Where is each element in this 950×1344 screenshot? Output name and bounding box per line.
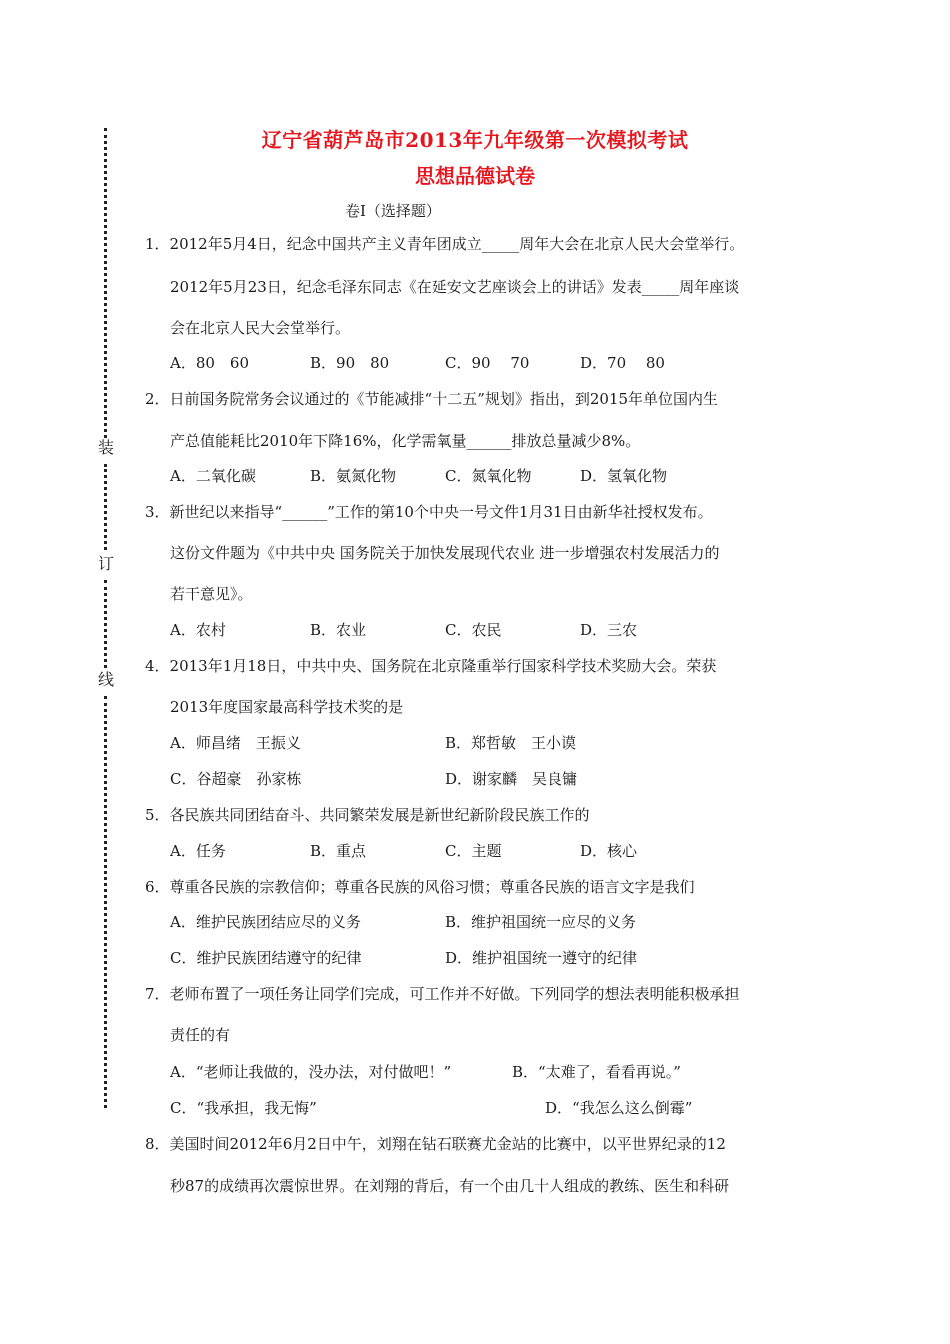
question-7-option-a: A．“老师让我做的，没办法，对付做吧！” <box>170 1063 452 1081</box>
binding-dotted-line-mid1 <box>104 464 107 550</box>
binding-dotted-line-bottom <box>104 696 107 1108</box>
question-6-option-c: C．维护民族团结遵守的纪律 <box>170 949 362 967</box>
question-6-option-d: D．维护祖国统一遵守的纪律 <box>445 949 638 967</box>
question-6-line-1: 6．尊重各民族的宗教信仰；尊重各民族的风俗习惯；尊重各民族的语言文字是我们 <box>145 878 695 896</box>
question-5-option-d: D．核心 <box>580 842 638 860</box>
binding-label-ding: 订 <box>97 554 114 573</box>
question-6-option-b: B．维护祖国统一应尽的义务 <box>445 913 637 931</box>
section-heading: 卷Ⅰ（选择题） <box>345 202 441 220</box>
question-4-option-c: C．谷超豪 孙家栋 <box>170 770 302 788</box>
question-4-line-1: 4．2013年1月18日，中共中央、国务院在北京隆重举行国家科学技术奖励大会。荣获 <box>145 657 717 675</box>
question-2-option-a: A．二氧化碳 <box>170 467 256 485</box>
question-1-option-a: A．80 60 <box>170 354 250 372</box>
question-3-option-a: A．农村 <box>170 621 226 639</box>
question-4-line-2: 2013年度国家最高科学技术奖的是 <box>170 698 404 716</box>
question-7-line-2: 责任的有 <box>170 1026 231 1044</box>
question-7-line-1: 7．老师布置了一项任务让同学们完成，可工作并不好做。下列同学的想法表明能积极承担 <box>145 985 740 1003</box>
question-5-option-a: A．任务 <box>170 842 226 860</box>
question-3-line-3: 若干意见》。 <box>170 585 253 603</box>
question-5-option-c: C．主题 <box>445 842 502 860</box>
binding-margin <box>96 128 116 1108</box>
question-3-line-1: 3．新世纪以来指导“______”工作的第10个中央一号文件1月31日由新华社授权发布。 <box>145 503 713 521</box>
question-1-line-3: 会在北京人民大会堂举行。 <box>170 319 351 337</box>
question-8-line-2: 秒87的成绩再次震惊世界。在刘翔的背后，有一个由几十人组成的教练、医生和科研 <box>170 1177 730 1195</box>
question-2-option-c: C．氮氧化物 <box>445 467 532 485</box>
question-1-option-d: D．70 80 <box>580 354 665 372</box>
question-6-option-a: A．维护民族团结应尽的义务 <box>170 913 361 931</box>
question-5-option-b: B．重点 <box>310 842 367 860</box>
question-7-option-c: C．“我承担，我无悔” <box>170 1099 317 1117</box>
question-1-line-1: 1．2012年5月4日，纪念中国共产主义青年团成立_____周年大会在北京人民大会堂举行。 <box>145 235 745 253</box>
question-8-line-1: 8．美国时间2012年6月2日中午，刘翔在钻石联赛尤金站的比赛中，以平世界纪录的12 <box>145 1135 726 1153</box>
question-4-option-a: A．师昌绪 王振义 <box>170 734 301 752</box>
question-4-option-b: B．郑哲敏 王小谟 <box>445 734 577 752</box>
question-2-option-d: D．氢氧化物 <box>580 467 668 485</box>
question-4-option-d: D．谢家麟 吴良镛 <box>445 770 578 788</box>
question-1-option-c: C．90 70 <box>445 354 530 372</box>
binding-label-zhuang: 装 <box>97 438 114 457</box>
question-5-line-1: 5．各民族共同团结奋斗、共同繁荣发展是新世纪新阶段民族工作的 <box>145 806 590 824</box>
question-1-line-2: 2012年5月23日，纪念毛泽东同志《在延安文艺座谈会上的讲话》发表_____周年座谈 <box>170 278 740 296</box>
question-2-option-b: B．氨氮化物 <box>310 467 397 485</box>
question-2-line-2: 产总值能耗比2010年下降16%，化学需氧量______排放总量减少8%。 <box>170 432 641 450</box>
question-7-option-b: B．“太难了，看看再说。” <box>512 1063 681 1081</box>
exam-title: 辽宁省葫芦岛市2013年九年级第一次模拟考试 <box>261 128 689 152</box>
question-3-option-b: B．农业 <box>310 621 367 639</box>
exam-subtitle: 思想品德试卷 <box>415 164 535 188</box>
question-1-option-b: B．90 80 <box>310 354 390 372</box>
question-3-option-d: D．三农 <box>580 621 638 639</box>
question-3-line-2: 这份文件题为《中共中央 国务院关于加快发展现代农业 进一步增强农村发展活力的 <box>170 544 720 562</box>
question-7-option-d: D．“我怎么这么倒霉” <box>545 1099 693 1117</box>
question-2-line-1: 2．日前国务院常务会议通过的《节能减排“十二五”规划》指出，到2015年单位国内生 <box>145 390 719 408</box>
binding-dotted-line-mid2 <box>104 580 107 668</box>
question-3-option-c: C．农民 <box>445 621 502 639</box>
binding-label-xian: 线 <box>97 670 114 689</box>
